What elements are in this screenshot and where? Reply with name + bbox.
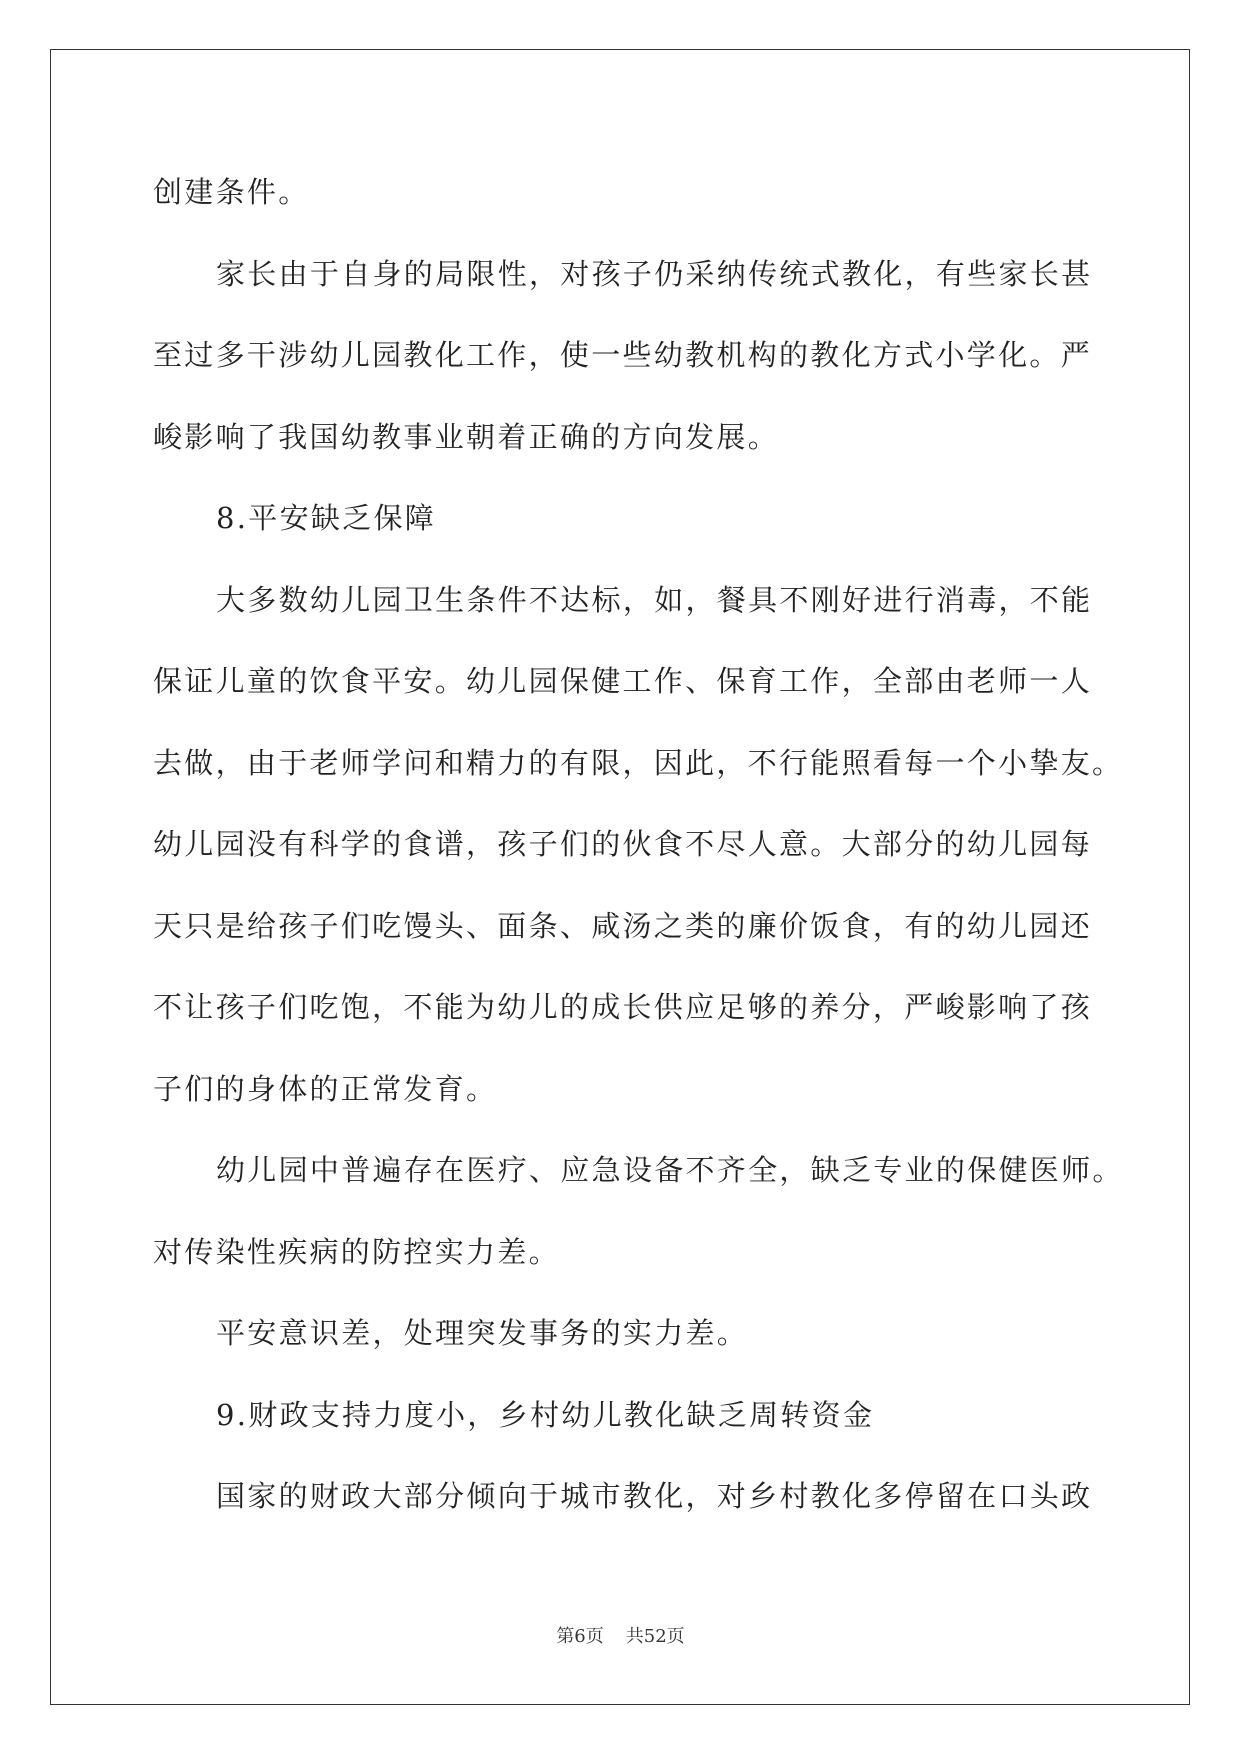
text-line-6: 大多数幼儿园卫生条件不达标，如，餐具不刚好进行消毒，不能 <box>216 582 1093 617</box>
text-line-3: 至过多干涉幼儿园教化工作，使一些幼教机构的教化方式小学化。严 <box>153 338 1093 372</box>
page-footer <box>0 1622 1241 1648</box>
section-heading-9: 9.财政支持力度小，乡村幼儿教化缺乏周转资金 <box>216 1397 875 1432</box>
section-heading-8: 8.平安缺乏保障 <box>216 501 437 535</box>
document-body <box>153 162 1124 1548</box>
text-line-17: 国家的财政大部分倾向于城市教化，对乡村教化多停留在口头政 <box>216 1479 1093 1513</box>
text-line-8: 去做，由于老师学问和精力的有限，因此，不行能照看每一个小挚友。 <box>153 745 1124 780</box>
text-line-1: 创建条件。 <box>153 175 310 209</box>
text-line-2: 家长由于自身的局限性，对孩子仍采纳传统式教化，有些家长甚 <box>216 256 1093 291</box>
text-line-9: 幼儿园没有科学的食谱，孩子们的伙食不尽人意。大部分的幼儿园每 <box>153 827 1093 861</box>
text-line-11: 不让孩子们吃饱，不能为幼儿的成长供应足够的养分，严峻影响了孩 <box>153 990 1093 1024</box>
text-line-15: 平安意识差，处理突发事务的实力差。 <box>216 1316 749 1350</box>
text-line-14: 对传染性疾病的防控实力差。 <box>153 1234 560 1269</box>
page-number: 第6页 <box>556 1626 604 1647</box>
page-total: 共52页 <box>625 1626 685 1647</box>
text-line-12: 子们的身体的正常发育。 <box>153 1071 498 1106</box>
text-line-13: 幼儿园中普遍存在医疗、应急设备不齐全，缺乏专业的保健医师。 <box>216 1153 1124 1187</box>
text-line-10: 天只是给孩子们吃馒头、面条、咸汤之类的廉价饭食，有的幼儿园还 <box>153 908 1093 943</box>
text-line-4: 峻影响了我国幼教事业朝着正确的方向发展。 <box>153 419 780 454</box>
text-line-7: 保证儿童的饮食平安。幼儿园保健工作、保育工作，全部由老师一人 <box>153 664 1093 698</box>
